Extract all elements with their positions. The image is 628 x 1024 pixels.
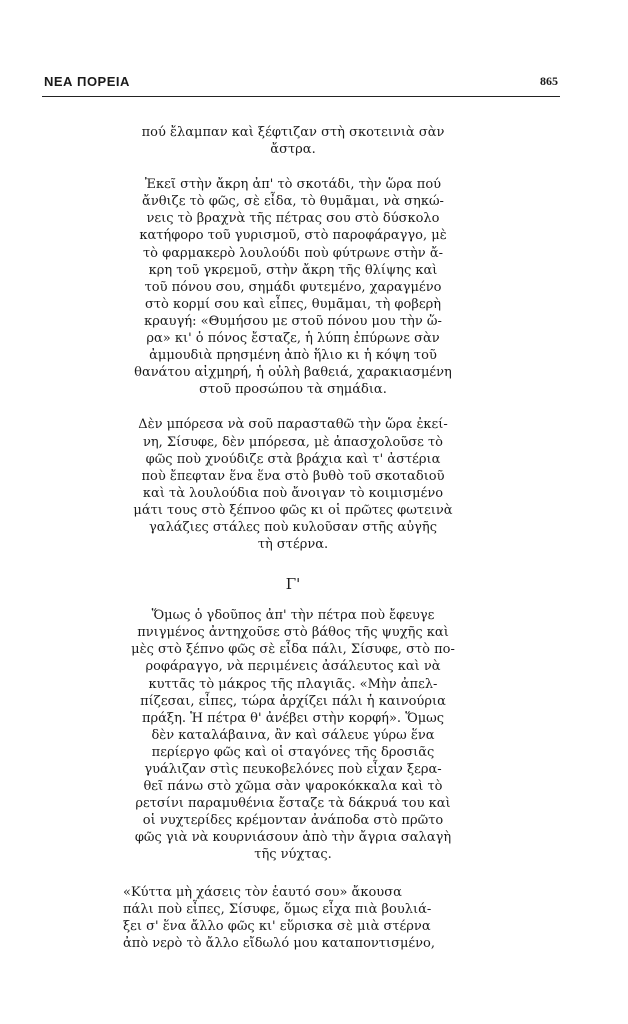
- paragraph: Δὲν μπόρεσα νὰ σοῦ παρασταθῶ τὴν ὥρα ἐκεί- νη, Σίσυφε, δὲν μπόρεσα, μὲ ἀπασχολοῦσε τὸ φῶς ποὺ χνούδιζε στὰ βράχια καὶ τ' ἀστέρια ποὺ ἔπεφταν ἕνα ἕνα στὸ βυθὸ τοῦ σκοταδιοῦ καὶ τὰ λουλούδια ποὺ ἄνοιγαν τὸ κοιμισμένο μάτι τους στὸ ξέπνοο φῶς κι οἱ πρῶτες φωτεινὰ γαλάζιες στάλες ποὺ κυλοῦσαν στῆς αὐγῆς τὴ στέρνα.: [133, 417, 453, 553]
- running-header: [42, 74, 560, 97]
- journal-title: ΝΕΑ ΠΟΡΕΙΑ: [44, 74, 130, 89]
- paragraph: πού ἔλαμπαν καὶ ξέφτιζαν στὴ σκοτεινιὰ σὰν ἄστρα.: [141, 125, 445, 158]
- paragraph: Ὅμως ὁ γδοῦπος ἀπ' τὴν πέτρα ποὺ ἔφευγε πνιγμένος ἀντηχοῦσε στὸ βάθος τῆς ψυχῆς καὶ μὲς στὸ ξέπνο φῶς σὲ εἶδα πάλι, Σίσυφε, στὸ πο- ροφάραγγο, νὰ περιμένεις ἀσάλευτος καὶ νὰ κυττᾶς τὸ μάκρος τῆς πλαγιᾶς. «Μὴν ἀπελ- πίζεσαι, εἶπες, τώρα ἀρχίζει πάλι ἡ καινούρια πράξη. Ἡ πέτρα θ' ἀνέβει στὴν κορφή». Ὅμως δὲν καταλάβαινα, ἂν καὶ σάλευε γύρω ἕνα περίεργο φῶς καὶ οἱ σταγόνες τῆς δροσιᾶς γυάλιζαν στὶς πευκοβελόνες ποὺ εἶχαν ξερα- θεῖ πάνω στὸ χῶμα σὰν ψαροκόκκαλα καὶ τὸ ρετσίνι παραμυθένια ἔσταζε τὰ δάκρυά του καὶ οἱ νυχτερίδες κρέμονταν ἀνάποδα στὸ πρῶτο φῶς γιὰ νὰ κουρνιάσουν ἀπὸ τὴν ἄγρια σαλαγὴ τῆς νύχτας.: [131, 608, 455, 863]
- paragraph: Ἐκεῖ στὴν ἄκρη ἀπ' τὸ σκοτάδι, τὴν ὥρα πού ἄνθιζε τὸ φῶς, σὲ εἶδα, τὸ θυμᾶμαι, νὰ σηκώ- νεις τὸ βραχνὰ τῆς πέτρας σου στὸ δύσκολο κατήφορο τοῦ γυρισμοῦ, στὸ παροφάραγγο, μὲ τὸ φαρμακερὸ λουλούδι ποὺ φύτρωνε στὴν ἄ- κρη τοῦ γκρεμοῦ, στὴν ἄκρη τῆς θλίψης καὶ τοῦ πόνου σου, σημάδι φυτεμένο, χαραγμένο στὸ κορμί σου καὶ εἶπες, θυμᾶμαι, τὴ φοβερὴ κραυγή: «Θυμήσου με στοῦ πόνου μου τὴν ὥ- ρα» κι' ὁ πόνος ἔσταζε, ἡ λύπη ἐπύρωνε σὰν ἀμμουδιὰ πρησμένη ἀπὸ ἥλιο κι ἡ κόψη τοῦ θανάτου αἰχμηρή, ἡ οὐλὴ βαθειά, χαρακιασμένη στοῦ προσώπου τὰ σημάδια.: [134, 177, 452, 398]
- text-column: [123, 124, 463, 952]
- section-heading: Γ': [285, 575, 301, 594]
- page-number: 865: [540, 74, 558, 88]
- paragraph: «Κύττα μὴ χάσεις τὸν ἑαυτό σου» ἄκουσα πάλι ποὺ εἶπες, Σίσυφε, ὅμως εἶχα πιὰ βουλιά- ξει σ' ἕνα ἄλλο φῶς κι' εὕρισκα σὲ μιὰ στέρνα ἀπὸ νερὸ τὸ ἄλλο εἴδωλό μου καταποντισμένο,: [123, 884, 436, 951]
